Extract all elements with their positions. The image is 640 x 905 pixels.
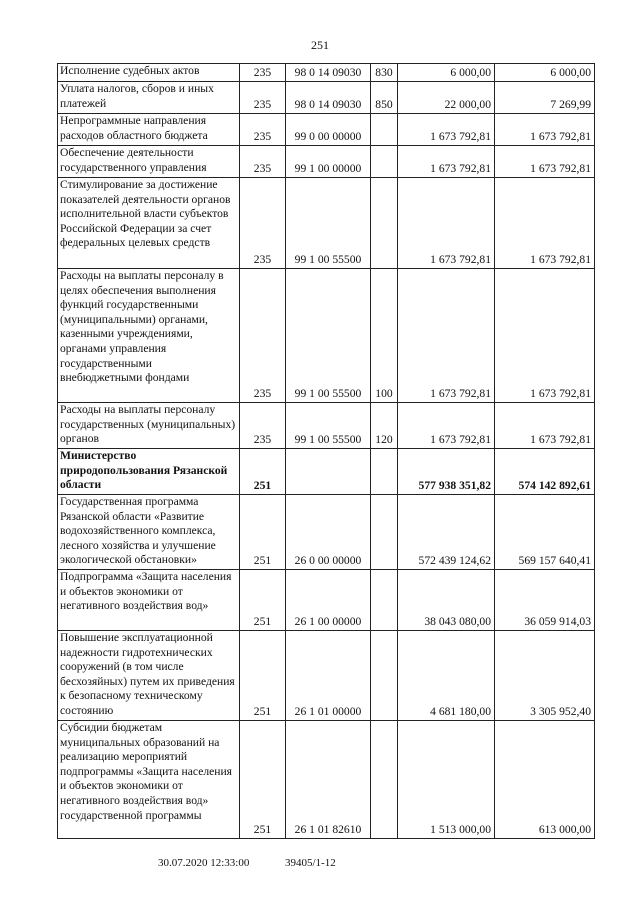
- table-row: [58, 64, 595, 82]
- row-name: Уплата налогов, сборов и иных платежей: [58, 82, 240, 114]
- row-code: 26 1 00 00000: [286, 570, 371, 631]
- row-amount-actual: 613 000,00: [495, 721, 595, 839]
- row-amount-plan: 22 000,00: [398, 82, 495, 114]
- row-section: 251: [240, 570, 286, 631]
- row-section: 235: [240, 146, 286, 178]
- row-code: 26 0 00 00000: [286, 495, 371, 570]
- row-name: Обеспечение деятельности государственного управления: [58, 146, 240, 178]
- row-section: 235: [240, 403, 286, 449]
- row-name: Министерство природопользования Рязанской области: [58, 449, 240, 495]
- row-section: 235: [240, 64, 286, 82]
- row-amount-actual: 1 673 792,81: [495, 114, 595, 146]
- row-amount-actual: 1 673 792,81: [495, 178, 595, 269]
- row-code: 98 0 14 09030: [286, 82, 371, 114]
- table-row: [58, 114, 595, 146]
- row-name: Субсидии бюджетам муниципальных образований на реализацию мероприятий подпрограммы «Защита населения и объектов экономики от негативного воздействия вод» государственной программы: [58, 721, 240, 839]
- row-amount-actual: 1 673 792,81: [495, 146, 595, 178]
- row-amount-actual: 6 000,00: [495, 64, 595, 82]
- row-name: Государственная программа Рязанской области «Развитие водохозяйственного комплекса, лесного хозяйства и улучшение экологической обстановки»: [58, 495, 240, 570]
- row-name: Исполнение судебных актов: [58, 64, 240, 82]
- row-amount-plan: 1 673 792,81: [398, 269, 495, 403]
- row-name: Повышение эксплуатационной надежности гидротехнических сооружений (в том числе бесхозяйных) путем их приведения к безопасному техническому состоянию: [58, 631, 240, 721]
- table-row: [58, 631, 595, 721]
- row-vr: 850: [371, 82, 398, 114]
- row-amount-actual: 36 059 914,03: [495, 570, 595, 631]
- row-section: 235: [240, 82, 286, 114]
- row-amount-plan: 38 043 080,00: [398, 570, 495, 631]
- row-vr: [371, 449, 398, 495]
- row-section: 251: [240, 631, 286, 721]
- table-row: [58, 82, 595, 114]
- row-name: Непрограммные направления расходов областного бюджета: [58, 114, 240, 146]
- table-row: [58, 495, 595, 570]
- row-vr: 120: [371, 403, 398, 449]
- row-code: 99 1 00 55500: [286, 178, 371, 269]
- footer-datetime: 30.07.2020 12:33:00: [158, 857, 250, 869]
- table-row: [58, 178, 595, 269]
- row-amount-plan: 4 681 180,00: [398, 631, 495, 721]
- row-amount-actual: 3 305 952,40: [495, 631, 595, 721]
- row-amount-actual: 1 673 792,81: [495, 269, 595, 403]
- row-amount-plan: 1 513 000,00: [398, 721, 495, 839]
- row-name: Расходы на выплаты персоналу в целях обеспечения выполнения функций государственными (муниципальными) органами, казенными учреждениями, органами управления государственными внебюджетными фондами: [58, 269, 240, 403]
- row-code: [286, 449, 371, 495]
- table-row: [58, 570, 595, 631]
- row-vr: [371, 631, 398, 721]
- row-section: 235: [240, 269, 286, 403]
- row-name: Стимулирование за достижение показателей деятельности органов исполнительной власти субъектов Российской Федерации за счет федеральных целевых средств: [58, 178, 240, 269]
- row-code: 99 0 00 00000: [286, 114, 371, 146]
- footer-doc-id: 39405/1-12: [285, 857, 336, 869]
- row-section: 251: [240, 495, 286, 570]
- row-code: 98 0 14 09030: [286, 64, 371, 82]
- row-code: 99 1 00 00000: [286, 146, 371, 178]
- row-code: 26 1 01 00000: [286, 631, 371, 721]
- table-row: [58, 403, 595, 449]
- table-row: [58, 146, 595, 178]
- table-row: [58, 449, 595, 495]
- page-number: 251: [311, 38, 329, 52]
- row-section: 235: [240, 178, 286, 269]
- row-amount-actual: 1 673 792,81: [495, 403, 595, 449]
- row-amount-actual: 574 142 892,61: [495, 449, 595, 495]
- row-amount-plan: 6 000,00: [398, 64, 495, 82]
- row-vr: 100: [371, 269, 398, 403]
- row-name: Расходы на выплаты персоналу государственных (муниципальных) органов: [58, 403, 240, 449]
- row-code: 99 1 00 55500: [286, 403, 371, 449]
- table-row: [58, 721, 595, 839]
- row-vr: [371, 146, 398, 178]
- table-row: [58, 269, 595, 403]
- row-vr: [371, 114, 398, 146]
- row-vr: [371, 495, 398, 570]
- row-section: 251: [240, 449, 286, 495]
- row-amount-actual: 7 269,99: [495, 82, 595, 114]
- row-vr: [371, 721, 398, 839]
- row-amount-plan: 1 673 792,81: [398, 146, 495, 178]
- row-vr: [371, 570, 398, 631]
- row-vr: [371, 178, 398, 269]
- row-code: 26 1 01 82610: [286, 721, 371, 839]
- row-vr: 830: [371, 64, 398, 82]
- row-amount-plan: 1 673 792,81: [398, 403, 495, 449]
- row-section: 235: [240, 114, 286, 146]
- row-amount-plan: 1 673 792,81: [398, 178, 495, 269]
- budget-table: [57, 63, 595, 839]
- row-amount-plan: 1 673 792,81: [398, 114, 495, 146]
- row-amount-plan: 577 938 351,82: [398, 449, 495, 495]
- row-amount-plan: 572 439 124,62: [398, 495, 495, 570]
- row-amount-actual: 569 157 640,41: [495, 495, 595, 570]
- row-section: 251: [240, 721, 286, 839]
- row-name: Подпрограмма «Защита населения и объектов экономики от негативного воздействия вод»: [58, 570, 240, 631]
- row-code: 99 1 00 55500: [286, 269, 371, 403]
